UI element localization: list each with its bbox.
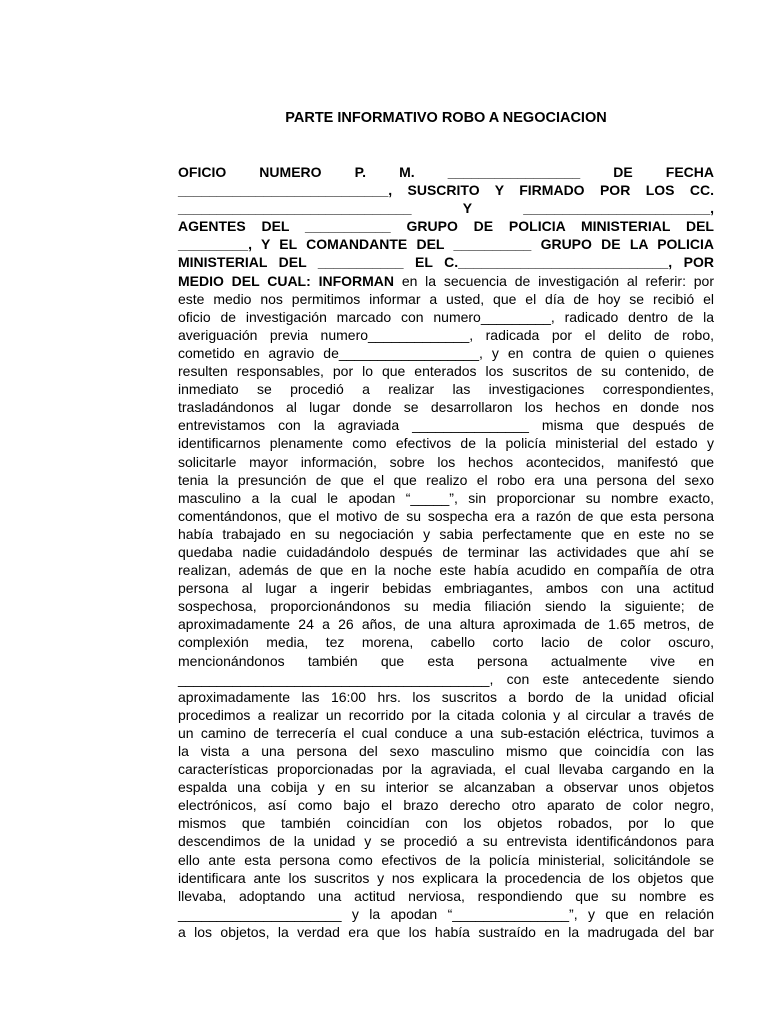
body-line: procedimos a realizar un recorrido por la citada colonia y al circular a través de bbox=[178, 706, 714, 723]
body-line: trasladándonos al lugar donde se desarrollaron los hechos en donde nos bbox=[178, 399, 714, 416]
body-paragraph bbox=[178, 290, 714, 941]
body-line: inmediato se procedió a realizar las investigaciones correspondientes, bbox=[178, 381, 714, 398]
body-line: llevaba, adoptando una actitud nerviosa, respondiendo que su nombre es bbox=[178, 887, 714, 904]
body-line: ________________________________________, con este antecedente siendo bbox=[178, 670, 714, 687]
body-line: a los objetos, la verdad era que los había sustraído en la madrugada del bar bbox=[178, 923, 714, 940]
body-line: averiguación previa numero_____________, radicada por el delito de robo, bbox=[178, 326, 714, 343]
header-line: AGENTES DEL ___________ GRUPO DE POLICIA MINISTERIAL DEL bbox=[178, 218, 714, 235]
body-line: masculino a la cual le apodan “_____”, sin proporcionar su nombre exacto, bbox=[178, 489, 714, 506]
body-line: espalda una cobija y en su interior se alcanzaban a observar unos objetos bbox=[178, 779, 714, 796]
document-body bbox=[178, 163, 714, 941]
body-line: entrevistamos con la agraviada _______________ misma que después de bbox=[178, 417, 714, 434]
body-line: resulten responsables, por lo que enterados los suscritos de su contenido, de bbox=[178, 363, 714, 380]
header-line: OFICIO NUMERO P. M. _________________ DE FECHA bbox=[178, 164, 714, 180]
body-line: _____________________ y la apodan “_______________”, y que en relación bbox=[178, 905, 714, 922]
body-line: descendimos de la unidad y se procedió a su entrevista identificándonos para bbox=[178, 833, 714, 850]
header-line: ___________________________, SUSCRITO Y FIRMADO POR LOS CC. bbox=[178, 182, 714, 199]
body-line: un camino de terrecería el cual conduce a una sub-estación eléctrica, tuvimos a bbox=[178, 724, 714, 741]
informan-lead: MEDIO DEL CUAL: INFORMAN bbox=[178, 272, 395, 289]
body-line: este medio nos permitimos informar a usted, que el día de hoy se recibió el bbox=[178, 290, 714, 307]
body-line: comentándonos, que el motivo de su sospecha era a razón de que esta persona bbox=[178, 507, 714, 524]
body-line: aproximadamente 24 a 26 años, de una altura aproximada de 1.65 metros, de bbox=[178, 616, 714, 633]
body-line: cometido en agravio de__________________, y en contra de quien o quienes bbox=[178, 344, 714, 361]
mixed-line bbox=[178, 272, 714, 290]
body-line: electrónicos, así como bajo el brazo derecho otro aparato de color negro, bbox=[178, 797, 714, 814]
header-line: ______________________________ Y ________________________, bbox=[178, 200, 714, 217]
body-line: realizan, además de que en la noche este había acudido en compañía de otra bbox=[178, 562, 714, 579]
body-line: mencionándonos también que esta persona actualmente vive en bbox=[178, 652, 714, 669]
header-line: MINISTERIAL DEL ___________ EL C.___________________________, POR bbox=[178, 254, 714, 271]
body-line: solicitarle mayor información, sobre los hechos acontecidos, manifestó que bbox=[178, 453, 714, 470]
body-line: quedaba nadie cuidadándolo después de terminar las actividades que ahí se bbox=[178, 543, 714, 560]
body-line: persona al lugar a ingerir bebidas embriagantes, ambos con una actitud bbox=[178, 580, 714, 597]
body-line: tenia la presunción de que el que realizo el robo era una persona del sexo bbox=[178, 471, 714, 488]
body-line: ello ante esta persona como efectivos de la policía ministerial, solicitándole se bbox=[178, 851, 714, 868]
informan-rest: en la secuencia de investigación al referir: por bbox=[394, 272, 714, 289]
body-line: oficio de investigación marcado con numero_________, radicado dentro de la bbox=[178, 308, 714, 325]
document-title: PARTE INFORMATIVO ROBO A NEGOCIACION bbox=[285, 110, 607, 126]
body-line: sospechosa, proporcionándonos su media filiación siendo la siguiente; de bbox=[178, 598, 714, 615]
body-line: complexión media, tez morena, cabello corto lacio de color oscuro, bbox=[178, 634, 714, 651]
body-line: identificarnos plenamente como efectivos de la policía ministerial del estado y bbox=[178, 435, 714, 452]
body-line: identificara ante los suscritos y nos explicara la procedencia de los objetos que bbox=[178, 869, 714, 886]
header-line: _________, Y EL COMANDANTE DEL __________ GRUPO DE LA POLICIA bbox=[178, 236, 714, 253]
body-line: características proporcionadas por la agraviada, el cual llevaba cargando en la bbox=[178, 761, 714, 778]
body-line: había trabajado en su negociación y sabia perfectamente que en este no se bbox=[178, 525, 714, 542]
body-line: la vista a una persona del sexo masculino mismo que coincidía con las bbox=[178, 743, 714, 759]
body-line: aproximadamente las 16:00 hrs. los suscritos a bordo de la unidad oficial bbox=[178, 688, 714, 705]
body-line: mismos que también coincidían con los objetos robados, por lo que bbox=[178, 815, 714, 832]
